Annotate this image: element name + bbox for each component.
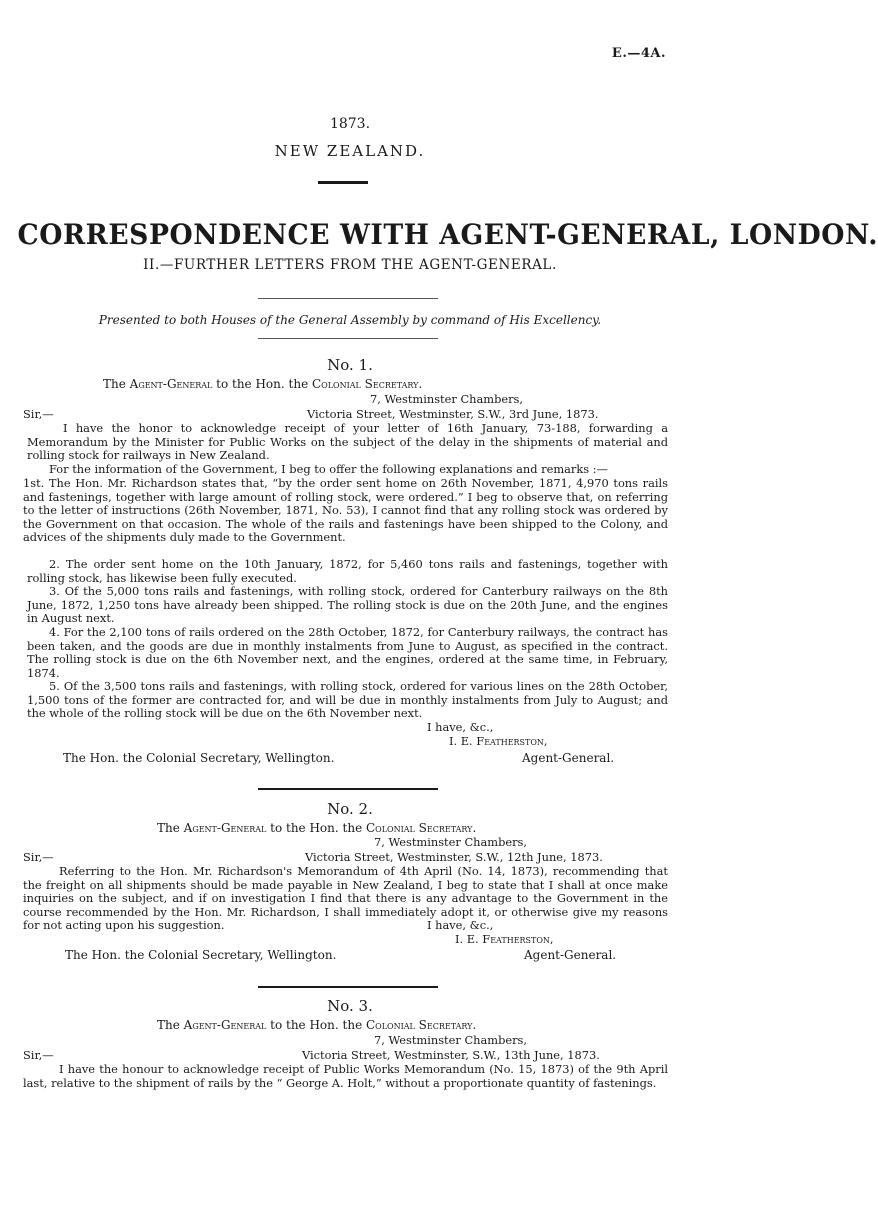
letter-1-addressee: The Hon. the Colonial Secretary, Wellington. [63,751,335,765]
letter-divider [258,986,438,988]
letter-1-address-line2: Victoria Street, Westminster, S.W., 3rd June, 1873. [307,407,599,421]
letter-1-paragraph: 2. The order sent home on the 10th January, 1872, for 5,460 tons rails and fastenings, together with rolling stock, has likewise been fully executed. [27,557,668,585]
presented-divider [258,338,438,339]
document-year: 1873. [329,116,371,132]
letter-2-number: No. 2. [327,800,373,818]
letter-2-addressee: The Hon. the Colonial Secretary, Wellington. [65,948,337,962]
letter-1-number: No. 1. [327,356,373,374]
letter-1-salutation: Sir,— [23,407,54,421]
letter-1-paragraph: 3. Of the 5,000 tons rails and fastenings, with rolling stock, ordered for Canterbury railways on the 8th June, 1872, 1,250 tons have already been shipped. The rolling stock is due on the 20th June, and the engines in August next. [27,584,668,625]
letter-1-paragraph: I have the honor to acknowledge receipt of your letter of 16th January, 73-188, forwarding a Memorandum by the Minister for Public Works on the subject of the delay in the shipments of material and rolling stock for railways in New Zealand. [27,421,668,462]
letter-divider [258,788,438,790]
letter-1-signature-name: I. E. Featherston, [449,734,548,748]
letter-1-paragraph: 5. Of the 3,500 tons rails and fastenings, with rolling stock, ordered for various lines on the 28th October, 1,500 tons of the former are contracted for, and will be due in monthly instalments from July to August; and the whole of the rolling stock will be due on the 6th November next. [27,679,668,720]
letter-1-paragraph: 1st. The Hon. Mr. Richardson states that, “by the order sent home on 26th November, 1871, 4,970 tons rails and fastenings, together with large amount of rolling stock, were ordered.” I beg to observe that, on referring to the letter of instructions (26th November, 1871, No. 53), I cannot find that any rolling stock was ordered by the Government on that occasion. The whole of the rails and fastenings have been shipped to the Colony, and advices of the shipments duly made to the Government. [23,476,668,544]
letter-3-salutation: Sir,— [23,1048,54,1062]
letter-3-paragraph: I have the honour to acknowledge receipt of Public Works Memorandum (No. 15, 1873) of the 9th April last, relative to the shipment of rails by the “ George A. Holt,” without a proportionate quantity of fastenings. [23,1062,668,1090]
letter-1-heading: The Agent-General to the Hon. the Colonial Secretary. [103,377,423,391]
letter-2-salutation: Sir,— [23,850,54,864]
letter-2-signature-name: I. E. Featherston, [455,932,554,946]
letter-2-address-line1: 7, Westminster Chambers, [374,835,528,849]
document-reference: E.—4A. [611,46,666,61]
letter-3-address-line2: Victoria Street, Westminster, S.W., 13th June, 1873. [302,1048,600,1062]
letter-2-signature-title: Agent-General. [524,948,617,962]
letter-2-address-line2: Victoria Street, Westminster, S.W., 12th June, 1873. [305,850,603,864]
letter-2-closing: I have, &c., [427,918,494,932]
page-subtitle: II.—FURTHER LETTERS FROM THE AGENT-GENERAL. [143,257,557,273]
letter-1-signature-title: Agent-General. [522,751,615,765]
title-divider [318,181,368,184]
letter-3-heading: The Agent-General to the Hon. the Colonial Secretary. [157,1018,477,1032]
page-title: CORRESPONDENCE WITH AGENT-GENERAL, LONDON. [17,218,878,251]
presented-line: Presented to both Houses of the General Assembly by command of His Excellency. [98,313,602,327]
document-country: NEW ZEALAND. [274,142,426,160]
letter-2-heading: The Agent-General to the Hon. the Colonial Secretary. [157,821,477,835]
letter-1-address-line1: 7, Westminster Chambers, [370,392,524,406]
letter-1-paragraph: For the information of the Government, I beg to offer the following explanations and remarks :— [49,462,608,476]
subtitle-divider [258,298,438,299]
letter-3-number: No. 3. [327,997,373,1015]
letter-1-paragraph: 4. For the 2,100 tons of rails ordered on the 28th October, 1872, for Canterbury railways, the contract has been taken, and the goods are due in monthly instalments from June to August, as specified in the contract. The rolling stock is due on the 6th November next, and the engines, ordered at the same time, in February, 1874. [27,625,668,680]
letter-2-paragraph: Referring to the Hon. Mr. Richardson's Memorandum of 4th April (No. 14, 1873), recommending that the freight on all shipments should be made payable in New Zealand, I beg to state that I shall at once make inquiries on the subject, and if on investigation I find that there is any advantage to the Government in the course recommended by the Hon. Mr. Richardson, I shall immediately adopt it, or otherwise give my reasons for not acting upon his suggestion. [23,864,668,932]
letter-1-closing: I have, &c., [427,720,494,734]
letter-3-address-line1: 7, Westminster Chambers, [374,1033,528,1047]
